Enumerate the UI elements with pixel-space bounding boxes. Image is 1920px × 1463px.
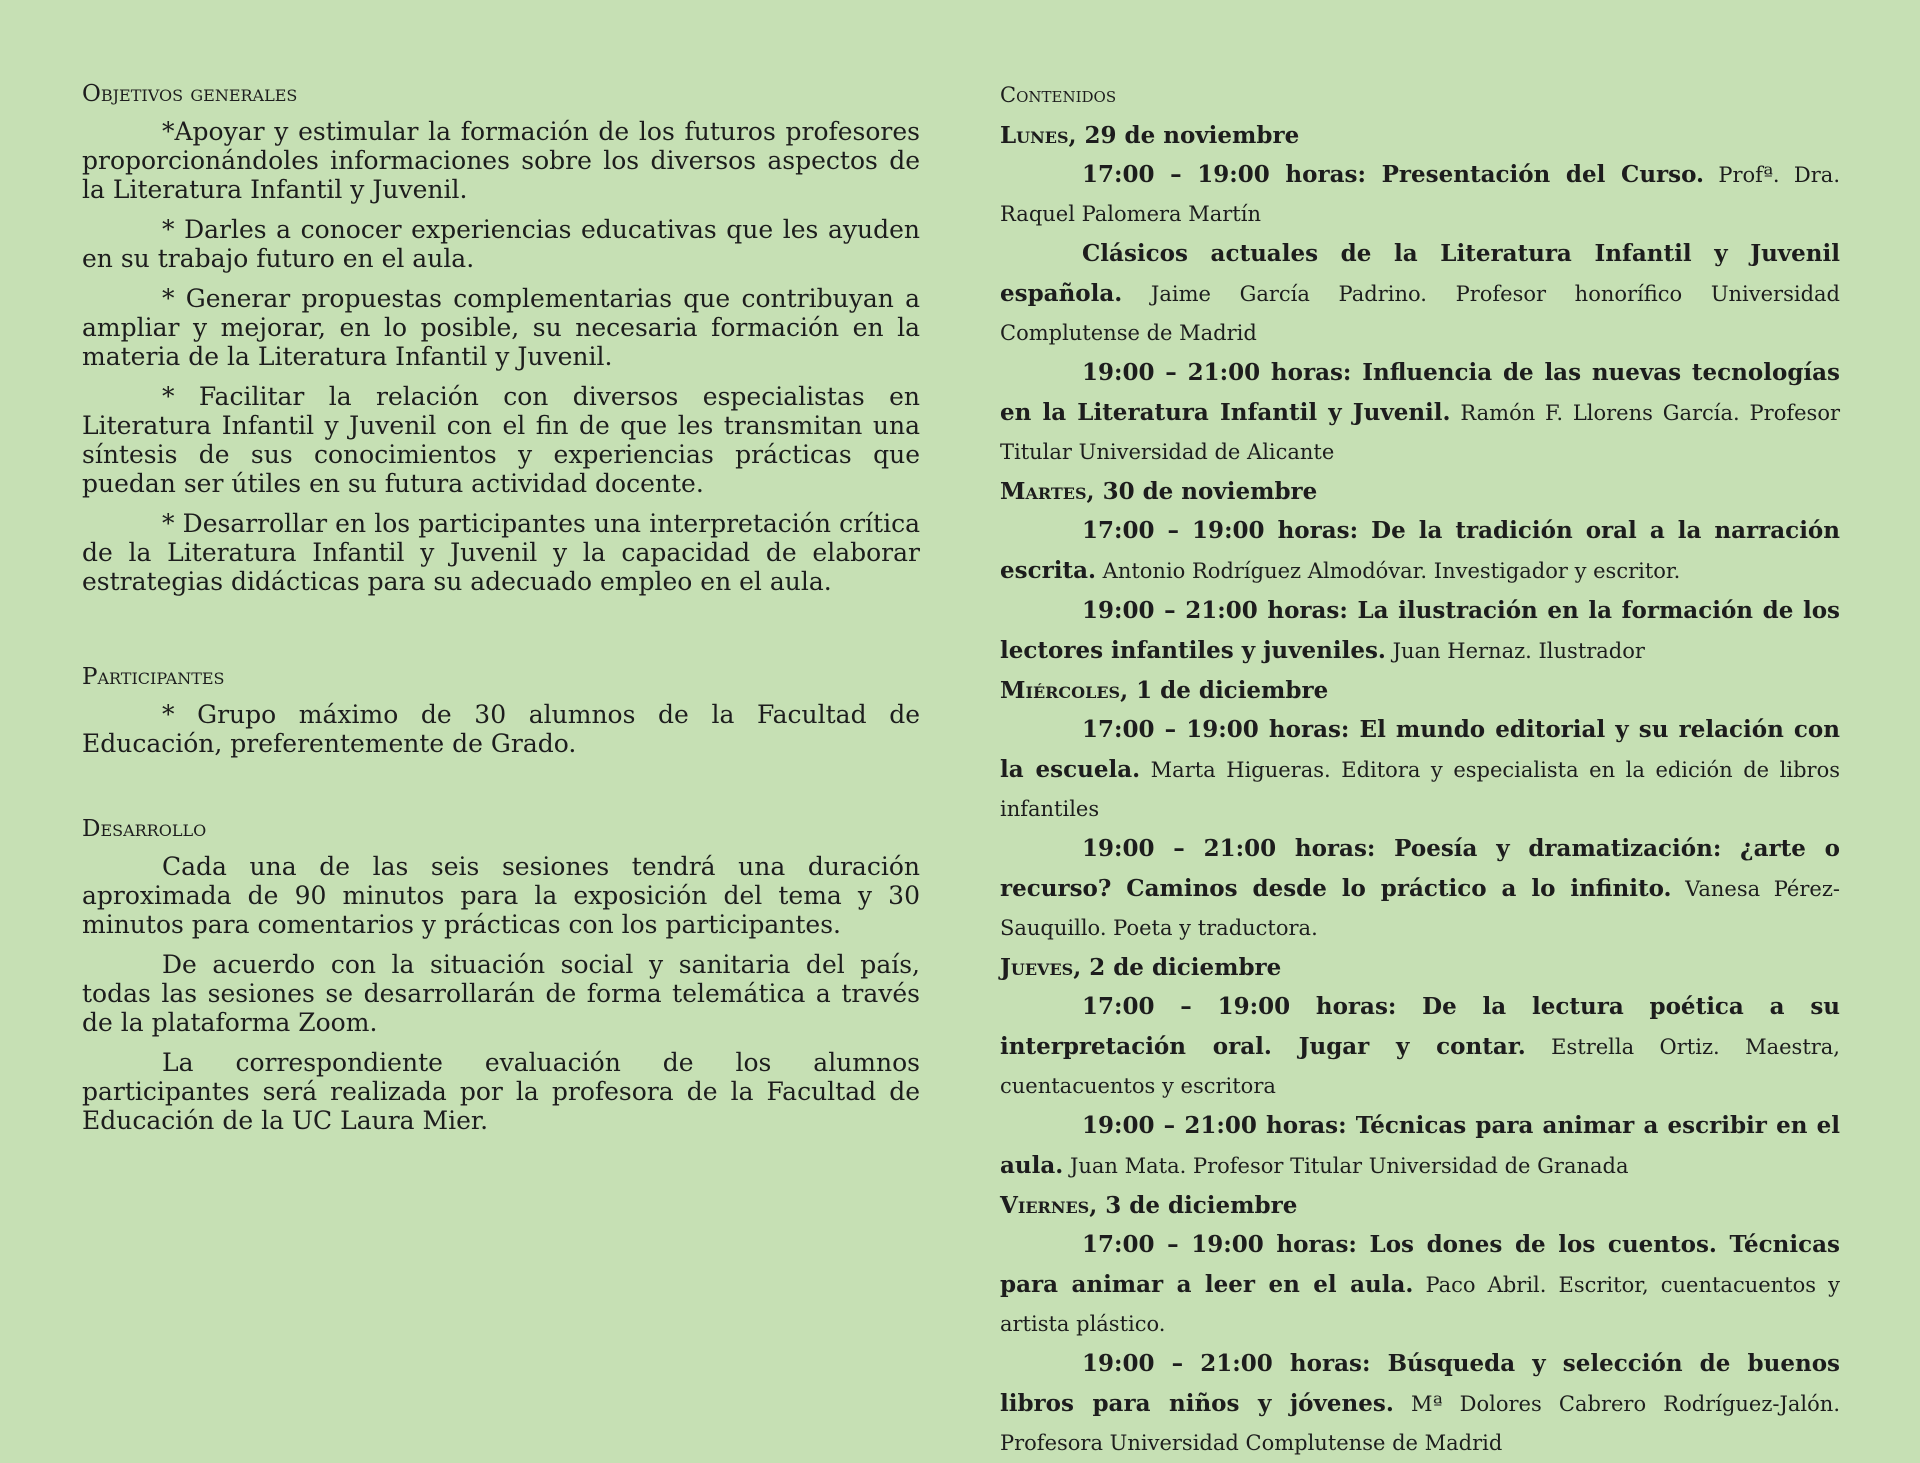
day-name: Martes, [1000,478,1095,505]
desarrollo-item: De acuerdo con la situación social y sanitaria del país, todas las sesiones se desarrollarán de forma telemática a través de la plataforma Zoom. [82,950,920,1037]
session-title: 17:00 – 19:00 horas: De la lectura poética a su interpretación oral. Jugar y contar. [1000,993,1840,1060]
day-heading [1000,116,1840,155]
desarrollo-item: La correspondiente evaluación de los alumnos participantes será realizada por la profesora de la Facultad de Educación de la UC Laura Mier. [82,1048,920,1135]
objetivo-item: * Darles a conocer experiencias educativas que les ayuden en su trabajo futuro en el aula. [82,215,920,273]
day-date: 2 de diciembre [1081,954,1282,981]
session-title: 19:00 – 21:00 horas: Técnicas para animar a escribir en el aula. [1000,1112,1840,1179]
day-heading [1000,671,1840,710]
day-date: 29 de noviembre [1076,122,1300,149]
session-title: 19:00 – 21:00 horas: Influencia de las nuevas tecnologías en la Literatura Infantil y Juvenil. [1000,359,1840,426]
session-title: 17:00 – 19:00 horas: El mundo editorial y su relación con la escuela. [1000,716,1840,783]
session-title: 17:00 – 19:00 horas: Los dones de los cuentos. Técnicas para animar a leer en el aula. [1000,1231,1840,1298]
day-heading [1000,948,1840,987]
session-entry [1000,353,1840,472]
day-date: 1 de diciembre [1128,677,1329,704]
day-name: Lunes, [1000,122,1077,149]
day-name: Miércoles, [1000,677,1129,704]
objetivo-item: * Facilitar la relación con diversos especialistas en Literatura Infantil y Juvenil con el fin de que les transmitan una síntesis de sus conocimientos y experiencias prácticas que puedan ser útiles en su futura actividad docente. [82,382,920,498]
session-speaker: Antonio Rodríguez Almodóvar. Investigador y escritor. [1095,559,1681,583]
section-heading-contenidos: Contenidos [1000,83,1117,107]
objetivo-item: * Generar propuestas complementarias que contribuyan a ampliar y mejorar, en lo posible, su necesaria formación en la materia de la Literatura Infantil y Juvenil. [82,284,920,371]
session-speaker: Ramón F. Llorens García. Profesor Titular Universidad de Alicante [1000,401,1840,464]
section-heading-participantes: Participantes [82,664,225,690]
day-date: 30 de noviembre [1094,478,1318,505]
day-name: Viernes, [1000,1192,1098,1219]
session-entry [1000,155,1840,234]
desarrollo-item: Cada una de las seis sesiones tendrá una duración aproximada de 90 minutos para la exposición del tema y 30 minutos para comentarios y prácticas con los participantes. [82,852,920,939]
session-speaker: Jaime García Padrino. Profesor honorífico Universidad Complutense de Madrid [1000,282,1840,345]
session-entry [1000,511,1840,591]
session-speaker: Mª Dolores Cabrero Rodríguez-Jalón. Profesora Universidad Complutense de Madrid [1000,1392,1840,1455]
session-entry [1000,1225,1840,1344]
session-title: Clásicos actuales de la Literatura Infantil y Juvenil española. [1000,240,1840,307]
day-heading [1000,472,1840,511]
session-speaker: Profª. Dra. Raquel Palomera Martín [1000,163,1840,226]
session-title: 17:00 – 19:00 horas: Presentación del Curso. [1082,161,1705,188]
day-date: 3 de diciembre [1097,1192,1298,1219]
session-speaker: Vanesa Pérez-Sauquillo. Poeta y traductora. [1000,877,1840,940]
session-title: 19:00 – 21:00 horas: La ilustración en la formación de los lectores infantiles y juveniles. [1000,597,1840,664]
objetivo-item: *Apoyar y estimular la formación de los futuros profesores proporcionándoles informaciones sobre los diversos aspectos de la Literatura Infantil y Juvenil. [82,117,920,204]
section-heading-objetivos: Objetivos generales [82,81,298,107]
session-entry [1000,710,1840,829]
session-title: 19:00 – 21:00 horas: Poesía y dramatización: ¿arte o recurso? Caminos desde lo práctico a lo infinito. [1000,835,1840,902]
session-entry [1000,234,1840,353]
session-speaker: Marta Higueras. Editora y especialista en la edición de libros infantiles [1000,758,1840,821]
session-speaker: Estrella Ortiz. Maestra, cuentacuentos y escritora [1000,1035,1840,1098]
right-column-contenidos [1000,80,1840,1463]
session-entry [1000,987,1840,1106]
day-name: Jueves, [1000,954,1082,981]
session-entry [1000,829,1840,948]
left-column [82,80,920,1146]
session-entry [1000,591,1840,671]
session-speaker: Paco Abril. Escritor, cuentacuentos y artista plástico. [1000,1273,1841,1336]
session-title: 17:00 – 19:00 horas: De la tradición oral a la narración escrita. [1000,517,1840,584]
day-heading [1000,1186,1840,1225]
section-heading-desarrollo: Desarrollo [82,816,207,842]
session-entry [1000,1106,1840,1186]
session-speaker: Juan Mata. Profesor Titular Universidad de Granada [1063,1154,1629,1178]
objetivo-item: * Desarrollar en los participantes una interpretación crítica de la Literatura Infantil y Juvenil y la capacidad de elaborar estrategias didácticas para su adecuado empleo en el aula. [82,509,920,596]
session-title: 19:00 – 21:00 horas: Búsqueda y selección de buenos libros para niños y jóvenes. [1000,1350,1840,1417]
participantes-item: * Grupo máximo de 30 alumnos de la Facultad de Educación, preferentemente de Grado. [82,700,920,758]
session-speaker: Juan Hernaz. Ilustrador [1385,639,1645,663]
session-entry [1000,1344,1840,1463]
